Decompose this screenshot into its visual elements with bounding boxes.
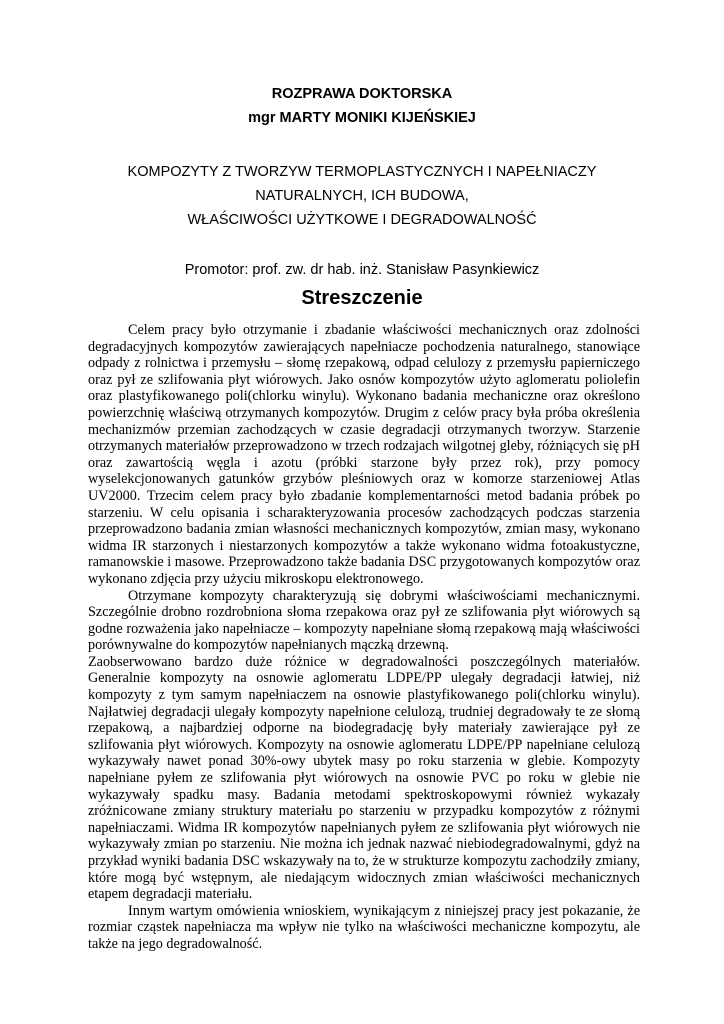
abstract-paragraph: Celem pracy było otrzymanie i zbadanie właściwości mechanicznych oraz zdolności degradacyjnych kompozytów zawierających napełniacze pochodzenia naturalnego, stanowiące odpady z rolnictwa i przemysłu – słomę rzepakową, odpad celulozy z przemysłu papierniczego oraz pył ze szlifowania płyt wiórowych. Jako osnów kompozytów użyto aglomeratu poliolefin oraz plastyfikowanego poli(chlorku winylu). Wykonano badania mechaniczne oraz określono powierzchnię właściwą otrzymanych kompozytów. Drugim z celów pracy była próba określenia mechanizmów przemian zachodzących w czasie degradacji otrzymanych tworzyw. Starzenie otrzymanych materiałów przeprowadzono w trzech rodzajach wilgotnej gleby, różniących się pH oraz zawartością węgla i azotu (próbki starzone były przez rok), przy pomocy wyselekcjonowanych gatunków grzybów pleśniowych oraz w komorze starzeniowej Atlas UV2000. Trzecim celem pracy było zbadanie komplementarności metod badania próbek po starzeniu. W celu opisania i scharakteryzowania procesów zachodzących podczas starzenia przeprowadzono badania zmian własności mechanicznych kompozytów, zmian masy, wykonano widma IR starzonych i niestarzonych kompozytów a także wykonano widma fotoakustyczne, ramanowskie i masowe. Przeprowadzono także badania DSC przygotowanych kompozytów oraz wykonano zdjęcia przy użyciu mikroskopu elektronowego. bbox=[88, 322, 640, 587]
abstract-paragraph: Innym wartym omówienia wnioskiem, wynikającym z niniejszej pracy jest pokazanie, że rozmiar cząstek napełniacza ma wpływ nie tylko na właściwości mechaniczne kompozytu, ale także na jego degradowalność. bbox=[88, 902, 640, 952]
topic-line: KOMPOZYTY Z TWORZYW TERMOPLASTYCZNYCH I NAPEŁNIACZY bbox=[127, 164, 597, 180]
abstract-paragraph: Zaobserwowano bardzo duże różnice w degradowalności poszczególnych materiałów. Generalnie kompozyty na osnowie aglomeratu LDPE/PP ulegały degradacji łatwiej, niż kompozyty z tym samym napełniaczem na osnowie plastyfikowanego poli(chlorku winylu). Najłatwiej degradacji ulegały kompozyty napełnione celulozą, trudniej degradowały te ze słomą rzepakową, a najbardziej odporne na biodegradację były materiały zawierające pył ze szlifowania płyt wiórowych. Kompozyty na osnowie aglomeratu LDPE/PP napełniane celulozą wykazywały nawet ponad 30%-owy ubytek masy po roku starzenia w glebie. Kompozyty napełniane pyłem ze szlifowania płyt wiórowych na osnowie PVC po roku w glebie nie wykazywały spadku masy. Badania metodami spektroskopowymi również wykazały zróżnicowane zmiany struktury materiału po starzeniu w przypadku kompozytów z różnymi napełniaczami. Widma IR kompozytów napełnianych pyłem ze szlifowania płyt wiórowych nie wykazywały zmian po starzeniu. Nie można ich jednak nazwać niebiodegradowalnymi, gdyż na przykład wyniki badania DSC wskazywały na to, że w strukturze kompozytu zachodziły zmiany, które mogą być wstępnym, ale niedającym widocznych zmian właściwości mechanicznych etapem degradacji materiału. bbox=[88, 653, 640, 903]
abstract-paragraph: Otrzymane kompozyty charakteryzują się dobrymi właściwościami mechanicznymi. Szczególnie drobno rozdrobniona słoma rzepakowa oraz pył ze szlifowania płyt wiórowych są godne rozważenia jako napełniacze – kompozyty napełniane słomą rzepakową mają właściwości porównywalne do kompozytów napełnianych mączką drzewną. bbox=[88, 587, 640, 654]
author-name: mgr MARTY MONIKI KIJEŃSKIEJ bbox=[248, 110, 476, 126]
topic-line: NATURALNYCH, ICH BUDOWA, bbox=[255, 188, 469, 204]
topic-line: WŁAŚCIWOŚCI UŻYTKOWE I DEGRADOWALNOŚĆ bbox=[187, 212, 537, 228]
abstract-body bbox=[88, 322, 640, 953]
promotor-line: Promotor: prof. zw. dr hab. inż. Stanisław Pasynkiewicz bbox=[184, 262, 540, 278]
thesis-topic bbox=[100, 160, 624, 232]
abstract-heading: Streszczenie bbox=[301, 287, 423, 309]
thesis-type-title: ROZPRAWA DOKTORSKA bbox=[271, 86, 453, 102]
